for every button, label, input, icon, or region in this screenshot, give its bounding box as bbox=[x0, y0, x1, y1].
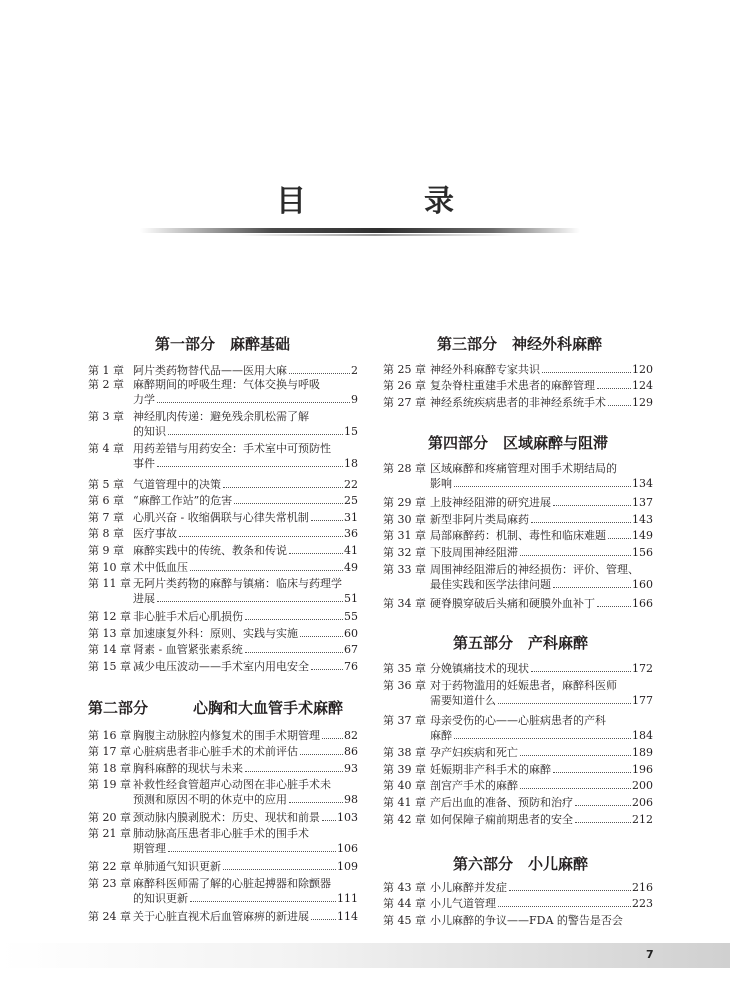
chapter-title: 妊娠期非产科手术的麻醉 bbox=[430, 763, 551, 776]
page-ref: 114 bbox=[337, 910, 358, 923]
page-ref: 124 bbox=[632, 379, 653, 392]
toc-entry[interactable] bbox=[88, 377, 358, 407]
toc-entry[interactable] bbox=[383, 896, 653, 911]
chapter-title: 术中低血压 bbox=[133, 561, 188, 574]
dot-leader bbox=[245, 652, 343, 653]
toc-entry[interactable] bbox=[88, 576, 358, 606]
chapter-number: 第 37 章 bbox=[383, 714, 426, 727]
dot-leader bbox=[289, 553, 343, 554]
page-ref: 36 bbox=[344, 527, 358, 540]
chapter-title: 用药差错与用药安全：手术室中可预防性 bbox=[133, 442, 331, 455]
chapter-number: 第 5 章 bbox=[88, 478, 124, 491]
chapter-title: 下肢周围神经阻滞 bbox=[430, 546, 518, 559]
dot-leader bbox=[311, 520, 343, 521]
chapter-title: 期管理 bbox=[133, 842, 166, 855]
page-ref: 216 bbox=[632, 881, 653, 894]
chapter-title: 非心脏手术后心肌损伤 bbox=[133, 610, 243, 623]
chapter-title: 区域麻醉和疼痛管理对围手术期结局的 bbox=[430, 462, 617, 475]
page-ref: 60 bbox=[344, 627, 358, 640]
chapter-number: 第 10 章 bbox=[88, 561, 131, 574]
chapter-number: 第 42 章 bbox=[383, 813, 426, 826]
toc-entry[interactable] bbox=[88, 826, 358, 856]
dot-leader bbox=[223, 869, 336, 870]
toc-entry[interactable] bbox=[88, 659, 358, 674]
chapter-number: 第 8 章 bbox=[88, 527, 124, 540]
chapter-title: 心肌兴奋 - 收缩偶联与心律失常机制 bbox=[133, 511, 309, 524]
toc-entry[interactable] bbox=[383, 762, 653, 777]
chapter-number: 第 19 章 bbox=[88, 778, 131, 791]
chapter-title: 硬脊膜穿破后头痛和硬膜外血补丁 bbox=[430, 597, 595, 610]
page-ref: 137 bbox=[632, 496, 653, 509]
dot-leader bbox=[597, 606, 631, 607]
chapter-title: 最佳实践和医学法律问题 bbox=[430, 578, 551, 591]
chapter-title: 如何保障子痫前期患者的安全 bbox=[430, 813, 573, 826]
toc-entry[interactable] bbox=[88, 363, 358, 378]
dot-leader bbox=[553, 772, 631, 773]
chapter-number: 第 25 章 bbox=[383, 363, 426, 376]
dot-leader bbox=[608, 538, 631, 539]
dot-leader bbox=[311, 669, 343, 670]
toc-entry[interactable] bbox=[88, 777, 358, 807]
page-ref: 109 bbox=[337, 860, 358, 873]
dot-leader bbox=[157, 601, 343, 602]
chapter-title: 母亲受伤的心——心脏病患者的产科 bbox=[430, 714, 606, 727]
toc-entry[interactable] bbox=[383, 661, 653, 676]
toc-entry[interactable] bbox=[383, 778, 653, 793]
chapter-title: 小儿麻醉并发症 bbox=[430, 881, 507, 894]
chapter-number: 第 32 章 bbox=[383, 546, 426, 559]
dot-leader bbox=[520, 755, 631, 756]
page-ref: 25 bbox=[344, 494, 358, 507]
chapter-title: 事件 bbox=[133, 457, 155, 470]
page-ref: 120 bbox=[632, 363, 653, 376]
chapter-number: 第 45 章 bbox=[383, 914, 426, 927]
dot-leader bbox=[597, 388, 631, 389]
page-ref: 223 bbox=[632, 897, 653, 910]
chapter-title: 上肢神经阻滞的研究进展 bbox=[430, 496, 551, 509]
toc-entry[interactable] bbox=[88, 493, 358, 508]
page-ref: 31 bbox=[344, 511, 358, 524]
chapter-title: 小儿麻醉的争议——FDA 的警告是否会 bbox=[430, 914, 623, 927]
part-heading: 第三部分 神经外科麻醉 bbox=[437, 335, 603, 353]
chapter-number: 第 7 章 bbox=[88, 511, 124, 524]
chapter-number: 第 1 章 bbox=[88, 364, 124, 377]
chapter-title: 补救性经食管超声心动图在非心脏手术未 bbox=[133, 778, 331, 791]
chapter-title: 神经肌肉传递：避免残余肌松需了解 bbox=[133, 410, 309, 423]
chapter-title: 小儿气道管理 bbox=[430, 897, 496, 910]
dot-leader bbox=[498, 703, 631, 704]
page-ref: 196 bbox=[632, 763, 653, 776]
page-ref: 55 bbox=[344, 610, 358, 623]
toc-entry[interactable] bbox=[383, 495, 653, 510]
chapter-title: 麻醉 bbox=[430, 729, 452, 742]
chapter-title: 颈动脉内膜剥脱术：历史、现状和前景 bbox=[133, 811, 320, 824]
toc-entry[interactable] bbox=[383, 596, 653, 611]
dot-leader bbox=[322, 738, 343, 739]
dot-leader bbox=[289, 802, 343, 803]
page-ref: 82 bbox=[344, 729, 358, 742]
chapter-number: 第 35 章 bbox=[383, 662, 426, 675]
page-ref: 206 bbox=[632, 796, 653, 809]
chapter-title: 医疗事故 bbox=[133, 527, 177, 540]
page-ref: 143 bbox=[632, 513, 653, 526]
toc-entry[interactable] bbox=[383, 678, 653, 708]
chapter-title: 麻醉实践中的传统、教条和传说 bbox=[133, 544, 287, 557]
dot-leader bbox=[157, 402, 350, 403]
title-rule bbox=[140, 228, 580, 233]
chapter-title: 气道管理中的决策 bbox=[133, 478, 221, 491]
chapter-number: 第 11 章 bbox=[88, 577, 131, 590]
chapter-number: 第 21 章 bbox=[88, 827, 131, 840]
toc-entry[interactable] bbox=[88, 909, 358, 924]
chapter-number: 第 41 章 bbox=[383, 796, 426, 809]
chapter-number: 第 30 章 bbox=[383, 513, 426, 526]
dot-leader bbox=[157, 466, 343, 467]
toc-entry[interactable] bbox=[383, 562, 653, 592]
page-ref: 189 bbox=[632, 746, 653, 759]
toc-entry[interactable] bbox=[383, 512, 653, 527]
page-ref: 15 bbox=[344, 425, 358, 438]
toc-entry[interactable] bbox=[383, 745, 653, 760]
chapter-title: 孕产妇疾病和死亡 bbox=[430, 746, 518, 759]
chapter-title: 产后出血的准备、预防和治疗 bbox=[430, 796, 573, 809]
footer-band bbox=[0, 943, 730, 968]
dot-leader bbox=[168, 434, 343, 435]
chapter-number: 第 29 章 bbox=[383, 496, 426, 509]
toc-entry[interactable] bbox=[88, 609, 358, 624]
toc-entry[interactable] bbox=[383, 528, 653, 543]
toc-entry[interactable] bbox=[383, 395, 653, 410]
part-heading: 第二部分 心胸和大血管手术麻醉 bbox=[88, 699, 344, 717]
chapter-number: 第 6 章 bbox=[88, 494, 124, 507]
toc-entry[interactable] bbox=[383, 812, 653, 827]
chapter-title: 胸科麻醉的现状与未来 bbox=[133, 762, 243, 775]
chapter-number: 第 3 章 bbox=[88, 410, 124, 423]
chapter-title: 新型非阿片类局麻药 bbox=[430, 513, 529, 526]
chapter-number: 第 14 章 bbox=[88, 643, 131, 656]
chapter-title: 麻醉期间的呼吸生理：气体交换与呼吸 bbox=[133, 378, 320, 391]
chapter-title: “麻醉工作站”的危害 bbox=[133, 494, 233, 507]
toc-entry[interactable] bbox=[88, 409, 358, 439]
page-ref: 51 bbox=[344, 592, 358, 605]
chapter-title: 神经外科麻醉专家共识 bbox=[430, 363, 540, 376]
dot-leader bbox=[531, 522, 631, 523]
toc-entry[interactable] bbox=[383, 378, 653, 393]
page-ref: 184 bbox=[632, 729, 653, 742]
page-ref: 67 bbox=[344, 643, 358, 656]
toc-entry[interactable] bbox=[88, 543, 358, 558]
dot-leader bbox=[223, 487, 343, 488]
page-ref: 49 bbox=[344, 561, 358, 574]
chapter-number: 第 28 章 bbox=[383, 462, 426, 475]
dot-leader bbox=[300, 636, 343, 637]
page-ref: 18 bbox=[344, 457, 358, 470]
dot-leader bbox=[311, 919, 336, 920]
chapter-number: 第 33 章 bbox=[383, 563, 426, 576]
page-ref: 212 bbox=[632, 813, 653, 826]
chapter-number: 第 26 章 bbox=[383, 379, 426, 392]
dot-leader bbox=[234, 503, 343, 504]
toc-entry[interactable] bbox=[383, 461, 653, 491]
chapter-number: 第 20 章 bbox=[88, 811, 131, 824]
toc-entry[interactable] bbox=[383, 545, 653, 560]
page-ref: 103 bbox=[337, 811, 358, 824]
dot-leader bbox=[245, 771, 343, 772]
toc-entry[interactable] bbox=[383, 913, 653, 928]
chapter-title: 阿片类药物替代品——医用大麻 bbox=[133, 364, 287, 377]
toc-entry[interactable] bbox=[383, 880, 653, 895]
dot-leader bbox=[542, 372, 631, 373]
chapter-number: 第 31 章 bbox=[383, 529, 426, 542]
toc-entry[interactable] bbox=[88, 859, 358, 874]
page-ref: 111 bbox=[337, 892, 358, 905]
chapter-title: 剖宫产手术的麻醉 bbox=[430, 779, 518, 792]
chapter-title: 对于药物滥用的妊娠患者，麻醉科医师 bbox=[430, 679, 617, 692]
toc-entry[interactable] bbox=[383, 362, 653, 377]
chapter-number: 第 2 章 bbox=[88, 378, 124, 391]
chapter-title: 加速康复外科：原则、实践与实施 bbox=[133, 627, 298, 640]
page-ref: 98 bbox=[344, 793, 358, 806]
part-heading: 第一部分 麻醉基础 bbox=[155, 335, 291, 353]
chapter-number: 第 13 章 bbox=[88, 627, 131, 640]
page-ref: 129 bbox=[632, 396, 653, 409]
page-ref: 177 bbox=[632, 694, 653, 707]
page-ref: 172 bbox=[632, 662, 653, 675]
dot-leader bbox=[454, 738, 631, 739]
dot-leader bbox=[575, 822, 631, 823]
dot-leader bbox=[322, 820, 336, 821]
chapter-title: 需要知道什么 bbox=[430, 694, 496, 707]
page-ref: 156 bbox=[632, 546, 653, 559]
dot-leader bbox=[531, 671, 631, 672]
chapter-title: 无阿片类药物的麻醉与镇痛：临床与药理学 bbox=[133, 577, 342, 590]
chapter-title: 麻醉科医师需了解的心脏起搏器和除颤器 bbox=[133, 877, 331, 890]
chapter-title: 影响 bbox=[430, 477, 452, 490]
chapter-number: 第 39 章 bbox=[383, 763, 426, 776]
chapter-title: 力学 bbox=[133, 393, 155, 406]
page-ref: 200 bbox=[632, 779, 653, 792]
page-ref: 160 bbox=[632, 578, 653, 591]
dot-leader bbox=[190, 901, 336, 902]
chapter-title: 肾素 - 血管紧张素系统 bbox=[133, 643, 243, 656]
chapter-number: 第 24 章 bbox=[88, 910, 131, 923]
dot-leader bbox=[245, 619, 343, 620]
chapter-number: 第 9 章 bbox=[88, 544, 124, 557]
chapter-number: 第 15 章 bbox=[88, 660, 131, 673]
page-ref: 22 bbox=[344, 478, 358, 491]
page-ref: 76 bbox=[344, 660, 358, 673]
toc-entry[interactable] bbox=[88, 642, 358, 657]
chapter-number: 第 43 章 bbox=[383, 881, 426, 894]
dot-leader bbox=[300, 754, 343, 755]
page-ref: 149 bbox=[632, 529, 653, 542]
toc-entry[interactable] bbox=[88, 744, 358, 759]
chapter-number: 第 16 章 bbox=[88, 729, 131, 742]
chapter-number: 第 4 章 bbox=[88, 442, 124, 455]
chapter-number: 第 36 章 bbox=[383, 679, 426, 692]
chapter-number: 第 17 章 bbox=[88, 745, 131, 758]
page-ref: 2 bbox=[351, 364, 358, 377]
toc-entry[interactable] bbox=[88, 560, 358, 575]
page-ref: 106 bbox=[337, 842, 358, 855]
part-heading: 第五部分 产科麻醉 bbox=[453, 634, 589, 652]
page-ref: 86 bbox=[344, 745, 358, 758]
dot-leader bbox=[553, 587, 631, 588]
chapter-number: 第 27 章 bbox=[383, 396, 426, 409]
chapter-number: 第 38 章 bbox=[383, 746, 426, 759]
toc-entry[interactable] bbox=[88, 728, 358, 743]
chapter-title: 的知识更新 bbox=[133, 892, 188, 905]
page-ref: 9 bbox=[351, 393, 358, 406]
chapter-number: 第 34 章 bbox=[383, 597, 426, 610]
chapter-title: 关于心脏直视术后血管麻痹的新进展 bbox=[133, 910, 309, 923]
toc-entry[interactable] bbox=[88, 526, 358, 541]
chapter-title: 复杂脊柱重建手术患者的麻醉管理 bbox=[430, 379, 595, 392]
chapter-number: 第 12 章 bbox=[88, 610, 131, 623]
chapter-number: 第 40 章 bbox=[383, 779, 426, 792]
dot-leader bbox=[190, 570, 343, 571]
chapter-title: 预测和原因不明的休克中的应用 bbox=[133, 793, 287, 806]
dot-leader bbox=[553, 505, 631, 506]
chapter-number: 第 18 章 bbox=[88, 762, 131, 775]
page-title: 目 录 bbox=[276, 184, 498, 219]
toc-entry[interactable] bbox=[88, 876, 358, 906]
dot-leader bbox=[608, 405, 631, 406]
chapter-title: 肺动脉高压患者非心脏手术的围手术 bbox=[133, 827, 309, 840]
page-ref: 41 bbox=[344, 544, 358, 557]
chapter-title: 的知识 bbox=[133, 425, 166, 438]
chapter-title: 分娩镇痛技术的现状 bbox=[430, 662, 529, 675]
chapter-number: 第 22 章 bbox=[88, 860, 131, 873]
toc-entry[interactable] bbox=[88, 810, 358, 825]
title-rule-shadow bbox=[240, 234, 510, 236]
toc-entry[interactable] bbox=[383, 713, 653, 743]
chapter-number: 第 23 章 bbox=[88, 877, 131, 890]
part-heading: 第四部分 区域麻醉与阻滞 bbox=[428, 434, 609, 452]
page-ref: 134 bbox=[632, 477, 653, 490]
dot-leader bbox=[575, 805, 631, 806]
dot-leader bbox=[179, 536, 343, 537]
page-ref: 166 bbox=[632, 597, 653, 610]
toc-entry[interactable] bbox=[383, 795, 653, 810]
chapter-number: 第 44 章 bbox=[383, 897, 426, 910]
dot-leader bbox=[509, 890, 631, 891]
chapter-title: 神经系统疾病患者的非神经系统手术 bbox=[430, 396, 606, 409]
part-heading: 第六部分 小儿麻醉 bbox=[453, 855, 589, 873]
chapter-title: 进展 bbox=[133, 592, 155, 605]
chapter-title: 局部麻醉药：机制、毒性和临床难题 bbox=[430, 529, 606, 542]
dot-leader bbox=[498, 906, 631, 907]
toc-entry[interactable] bbox=[88, 477, 358, 492]
page-ref: 93 bbox=[344, 762, 358, 775]
dot-leader bbox=[520, 555, 631, 556]
chapter-title: 胸腹主动脉腔内修复术的围手术期管理 bbox=[133, 729, 320, 742]
page-number: 7 bbox=[646, 948, 654, 961]
chapter-title: 单肺通气知识更新 bbox=[133, 860, 221, 873]
toc-entry[interactable] bbox=[88, 441, 358, 471]
dot-leader bbox=[168, 851, 336, 852]
chapter-title: 周围神经阻滞后的神经损伤：评价、管理、 bbox=[430, 563, 639, 576]
toc-entry[interactable] bbox=[88, 761, 358, 776]
dot-leader bbox=[289, 373, 350, 374]
dot-leader bbox=[454, 486, 631, 487]
toc-entry[interactable] bbox=[88, 510, 358, 525]
chapter-title: 减少电压波动——手术室内用电安全 bbox=[133, 660, 309, 673]
dot-leader bbox=[520, 788, 631, 789]
chapter-title: 心脏病患者非心脏手术的术前评估 bbox=[133, 745, 298, 758]
toc-entry[interactable] bbox=[88, 626, 358, 641]
